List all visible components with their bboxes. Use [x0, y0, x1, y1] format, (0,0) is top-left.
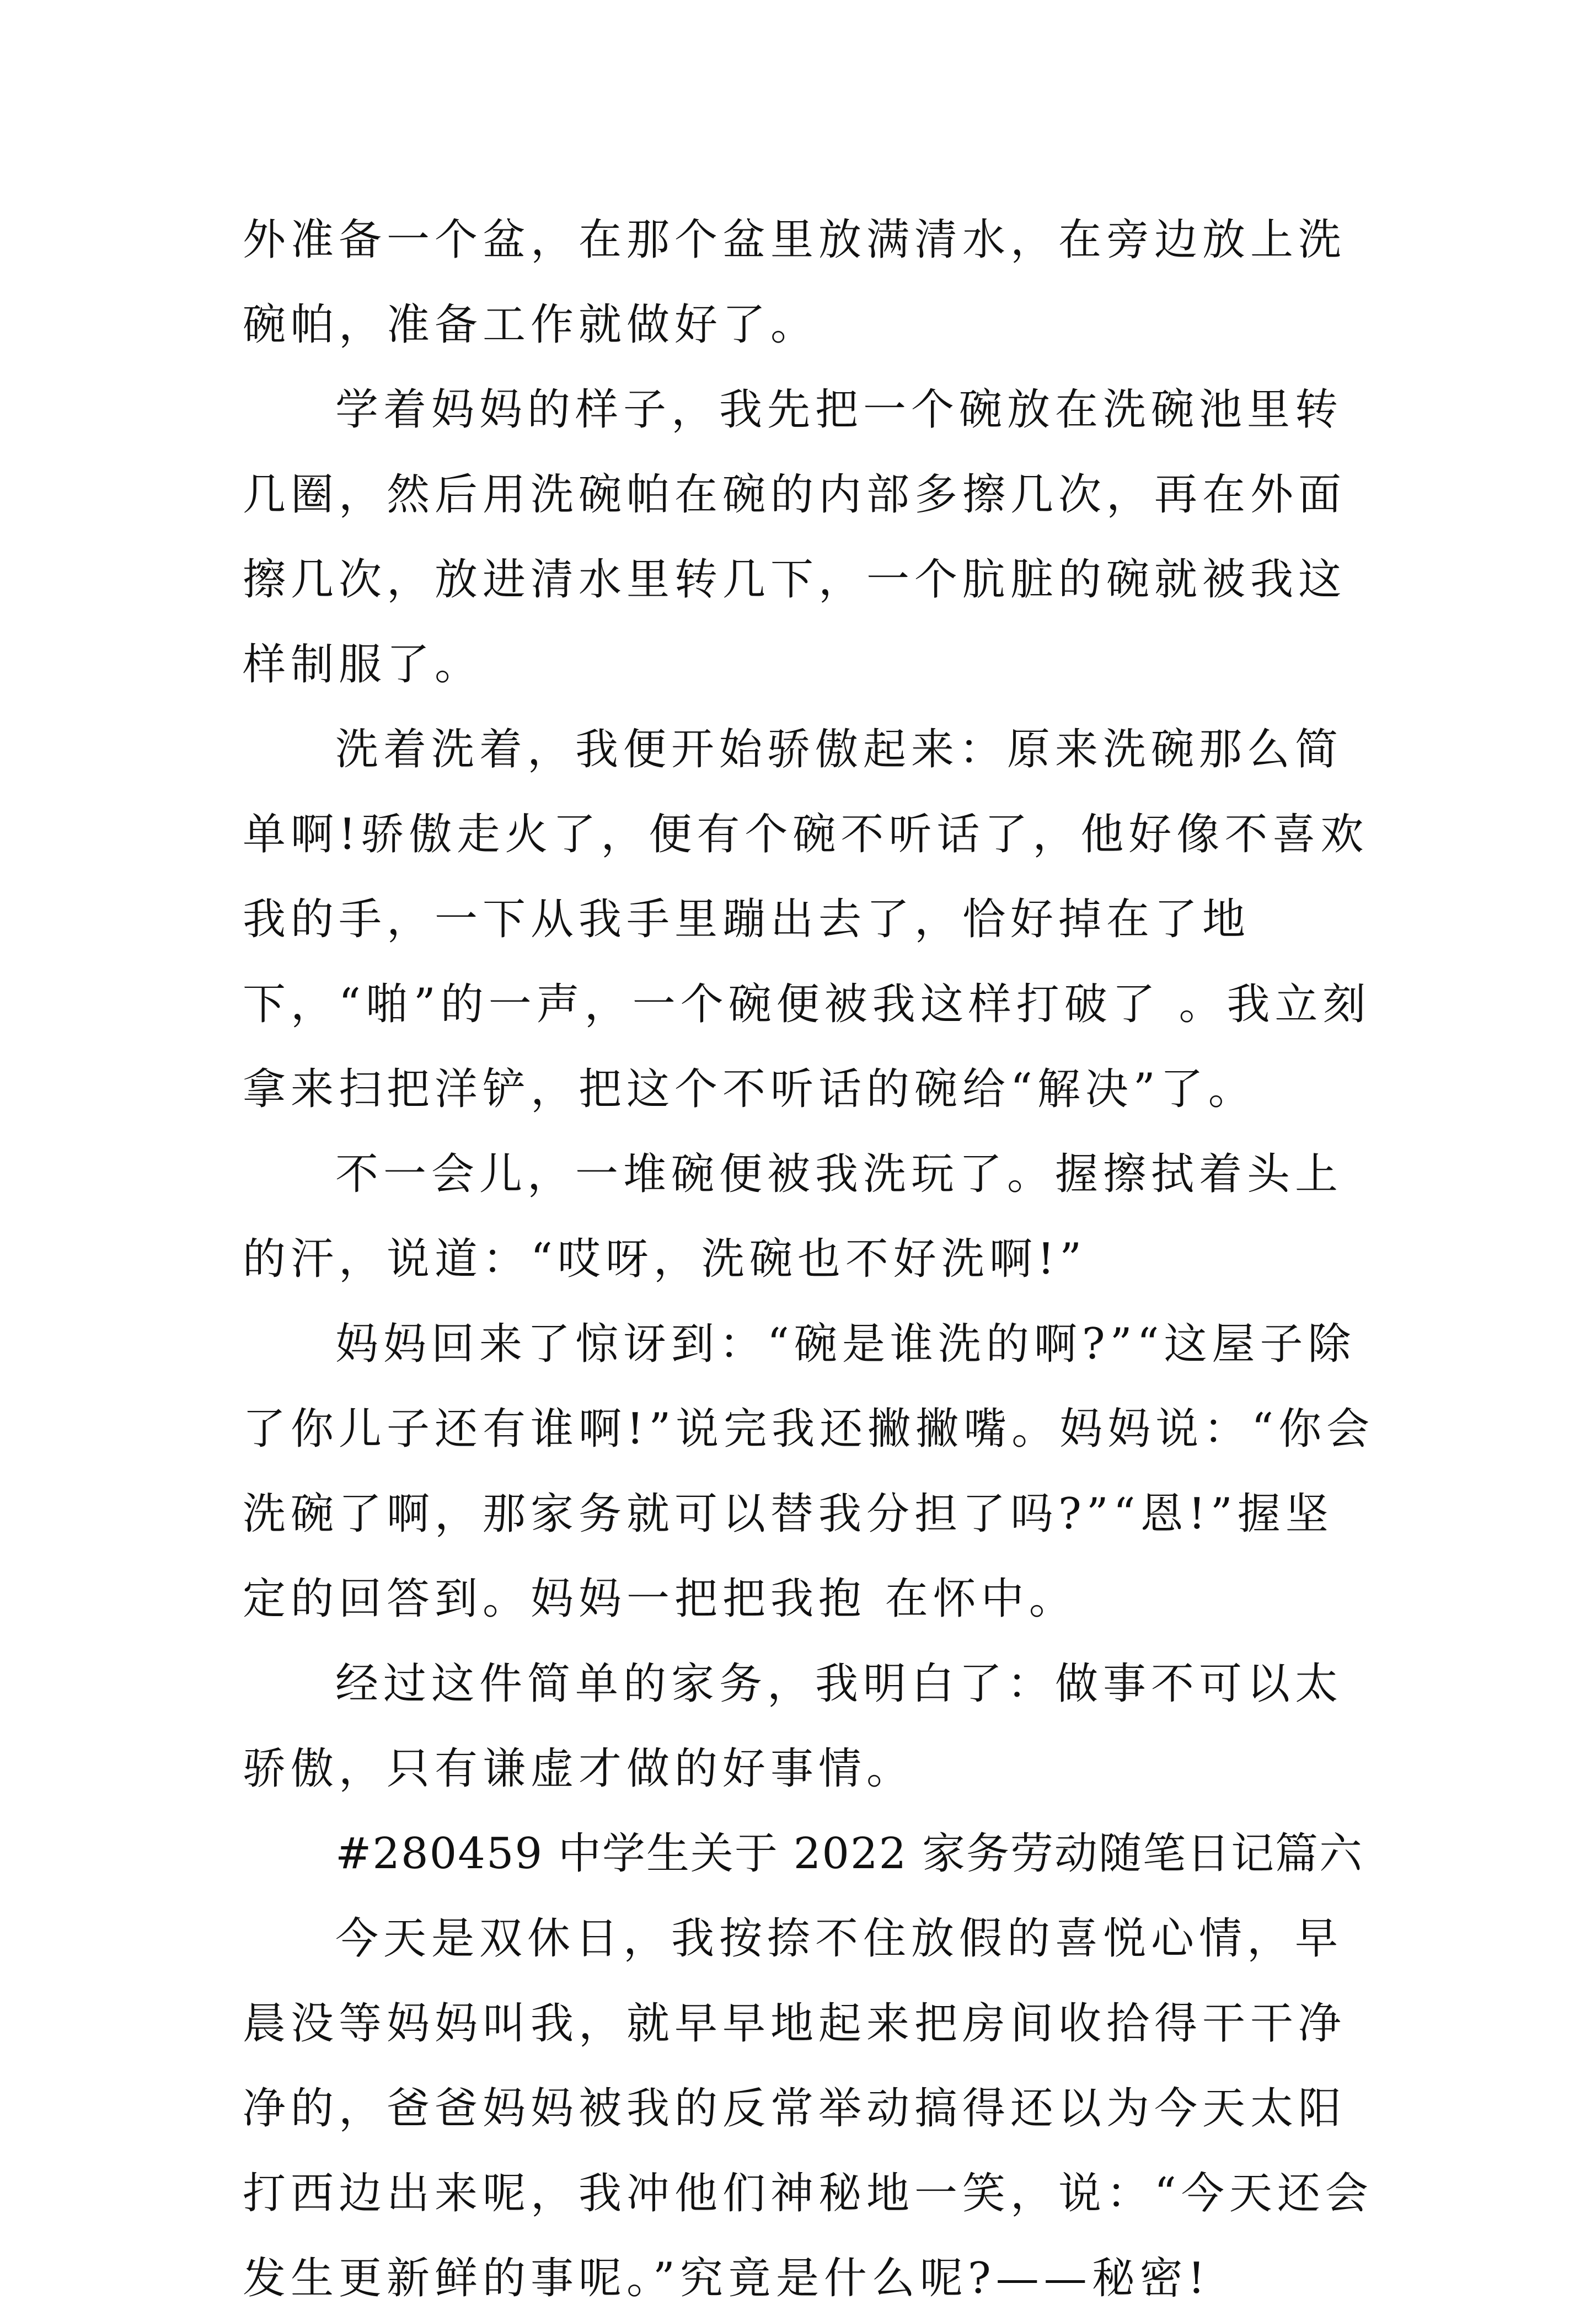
document-body — [243, 197, 1379, 2321]
paragraph: 学着妈妈的样子，我先把一个碗放在洗碗池里转几圈，然后用洗碗帕在碗的内部多擦几次，再在外面擦几次，放进清水里转几下，一个肮脏的碗就被我这样制服了。 — [243, 385, 1347, 689]
paragraph: 妈妈回来了惊讶到：“碗是谁洗的啊?”“这屋子除了你儿子还有谁啊!”说完我还撇撇嘴。妈妈说：“你会洗碗了啊，那家务就可以替我分担了吗?”“恩!”握坚定的回答到。妈妈一把把我抱 在怀中。 — [243, 1319, 1375, 1624]
paragraph: 不一会儿，一堆碗便被我洗玩了。握擦拭着头上的汗，说道：“哎呀，洗碗也不好洗啊!” — [243, 1149, 1343, 1284]
section-heading: #280459 中学生关于 2022 家务劳动随笔日记篇六 — [335, 1829, 1363, 1879]
paragraph: 经过这件简单的家务，我明白了：做事不可以太骄傲，只有谦虚才做的好事情。 — [243, 1659, 1343, 1794]
paragraph: 今天是双休日，我按捺不住放假的喜悦心情，早晨没等妈妈叫我，就早早地起来把房间收拾得干干净净的，爸爸妈妈被我的反常举动搞得还以为今天太阳打西边出来呢，我冲他们神秘地一笑，说：“今天还会发生更新鲜的事呢。”究竟是什么呢?——秘密! — [243, 1914, 1373, 2303]
paragraph: 洗着洗着，我便开始骄傲起来：原来洗碗那么简单啊!骄傲走火了，便有个碗不听话了，他好像不喜欢我的手，一下从我手里蹦出去了，恰好掉在了地下，“啪”的一声，一个碗便被我这样打破了 。我立刻拿来扫把洋铲，把这个不听话的碗给“解决”了。 — [243, 725, 1371, 1114]
paragraph: 外准备一个盆，在那个盆里放满清水，在旁边放上洗碗帕，准备工作就做好了。 — [243, 215, 1347, 350]
